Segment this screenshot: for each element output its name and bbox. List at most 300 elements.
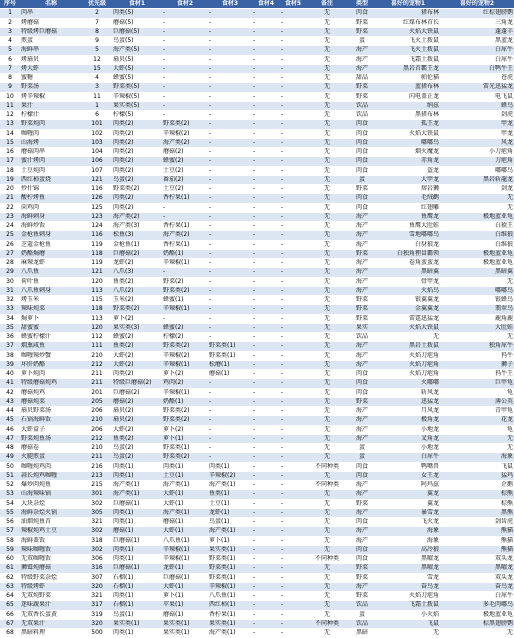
cell-note[interactable]: 无 xyxy=(306,203,348,212)
cell-priority[interactable]: 118 xyxy=(82,249,112,258)
cell-index[interactable]: 57 xyxy=(0,527,20,536)
table-row[interactable] xyxy=(0,582,514,591)
cell-note[interactable]: 无 xyxy=(306,416,348,425)
table-row[interactable] xyxy=(0,83,514,92)
cell-ingredient-4[interactable]: - xyxy=(252,101,280,110)
cell-ingredient-3[interactable]: - xyxy=(208,286,252,295)
cell-ingredient-1[interactable]: 扇贝(5) xyxy=(112,55,162,64)
cell-ingredient-5[interactable]: - xyxy=(280,157,306,166)
cell-favorite-pet-2[interactable]: 龟 xyxy=(440,388,514,397)
cell-ingredient-2[interactable]: - xyxy=(162,111,208,120)
cell-index[interactable]: 20 xyxy=(0,185,20,194)
cell-index[interactable]: 8 xyxy=(0,74,20,83)
cell-ingredient-4[interactable]: - xyxy=(252,416,280,425)
cell-ingredient-4[interactable]: - xyxy=(252,120,280,129)
table-row[interactable] xyxy=(0,481,514,490)
cell-ingredient-2[interactable]: 龙虾(1) xyxy=(162,564,208,573)
cell-name[interactable]: 特级烤巨蘑菇 xyxy=(20,27,82,36)
cell-priority[interactable]: 9 xyxy=(82,37,112,46)
cell-index[interactable]: 28 xyxy=(0,259,20,268)
cell-ingredient-5[interactable]: - xyxy=(280,249,306,258)
cell-ingredient-5[interactable]: - xyxy=(280,194,306,203)
cell-ingredient-1[interactable]: 肉类(1) xyxy=(112,545,162,554)
cell-ingredient-2[interactable]: - xyxy=(162,27,208,36)
cell-type[interactable]: 海产 xyxy=(348,536,376,545)
table-row[interactable] xyxy=(0,416,514,425)
cell-ingredient-5[interactable]: - xyxy=(280,545,306,554)
cell-index[interactable]: 26 xyxy=(0,240,20,249)
cell-favorite-pet-2[interactable]: 青甲龟 xyxy=(440,407,514,416)
cell-ingredient-5[interactable]: - xyxy=(280,407,306,416)
cell-ingredient-3[interactable]: - xyxy=(208,222,252,231)
cell-priority[interactable]: 210 xyxy=(82,351,112,360)
cell-index[interactable]: 2 xyxy=(0,18,20,27)
cell-ingredient-2[interactable]: - xyxy=(162,101,208,110)
cell-priority[interactable]: 210 xyxy=(82,416,112,425)
cell-ingredient-5[interactable]: - xyxy=(280,46,306,55)
cell-index[interactable]: 49 xyxy=(0,453,20,462)
cell-favorite-pet-2[interactable]: 独角犀牛 xyxy=(440,342,514,351)
cell-note[interactable]: 无 xyxy=(306,249,348,258)
cell-ingredient-1[interactable]: 野菜类(2) xyxy=(112,305,162,314)
cell-priority[interactable]: 124 xyxy=(82,222,112,231)
table-row[interactable] xyxy=(0,296,514,305)
cell-ingredient-4[interactable]: - xyxy=(252,388,280,397)
cell-ingredient-1[interactable]: 鸟蛋(2) xyxy=(112,444,162,453)
cell-ingredient-2[interactable]: 蘑菇(1) xyxy=(162,518,208,527)
table-row[interactable] xyxy=(0,194,514,203)
cell-ingredient-1[interactable]: 蘑菇(5) xyxy=(112,18,162,27)
cell-ingredient-4[interactable]: - xyxy=(252,212,280,221)
cell-ingredient-1[interactable]: 石榴(1) xyxy=(112,582,162,591)
cell-favorite-pet-2[interactable]: 犸牛王 xyxy=(440,370,514,379)
cell-index[interactable]: 32 xyxy=(0,296,20,305)
cell-name[interactable]: 无双果汁 xyxy=(20,619,82,628)
cell-ingredient-3[interactable]: - xyxy=(208,277,252,286)
cell-ingredient-4[interactable]: - xyxy=(252,462,280,471)
cell-priority[interactable]: 116 xyxy=(82,185,112,194)
table-row[interactable] xyxy=(0,370,514,379)
cell-ingredient-3[interactable]: - xyxy=(208,111,252,120)
cell-ingredient-2[interactable]: 香柠果(1) xyxy=(162,222,208,231)
cell-index[interactable]: 53 xyxy=(0,490,20,499)
cell-favorite-pet-1[interactable]: 飞火土拨鼠 xyxy=(376,46,440,55)
cell-ingredient-3[interactable]: 香柠果(1) xyxy=(208,610,252,619)
cell-favorite-pet-1[interactable]: 白独角狸冒霸领 xyxy=(376,249,440,258)
cell-name[interactable]: 烟熏咸鱼 xyxy=(20,342,82,351)
header-priority[interactable]: 优先级 xyxy=(82,0,112,9)
cell-note[interactable]: 无 xyxy=(306,490,348,499)
cell-favorite-pet-1[interactable]: 红煤布林首长 xyxy=(376,18,440,27)
cell-note[interactable]: 无 xyxy=(306,277,348,286)
cell-priority[interactable]: 2 xyxy=(82,9,112,18)
cell-name[interactable]: 甜蜜蜜 xyxy=(20,323,82,332)
cell-ingredient-4[interactable]: - xyxy=(252,370,280,379)
cell-ingredient-5[interactable]: - xyxy=(280,619,306,628)
cell-ingredient-5[interactable]: - xyxy=(280,397,306,406)
cell-ingredient-1[interactable]: 肉类(2) xyxy=(112,203,162,212)
cell-favorite-pet-2[interactable]: 黑暗翼 xyxy=(440,268,514,277)
cell-priority[interactable]: 113 xyxy=(82,314,112,323)
cell-ingredient-1[interactable]: 龙虾(2) xyxy=(112,259,162,268)
cell-ingredient-3[interactable]: - xyxy=(208,333,252,342)
cell-index[interactable]: 40 xyxy=(0,370,20,379)
cell-favorite-pet-1[interactable]: 小火焰 xyxy=(376,610,440,619)
cell-ingredient-4[interactable]: - xyxy=(252,527,280,536)
cell-ingredient-4[interactable]: - xyxy=(252,407,280,416)
cell-ingredient-4[interactable]: - xyxy=(252,499,280,508)
table-row[interactable] xyxy=(0,518,514,527)
cell-ingredient-2[interactable]: 大虾(1) xyxy=(162,582,208,591)
cell-ingredient-4[interactable]: - xyxy=(252,471,280,480)
cell-ingredient-2[interactable]: 大虾(1) xyxy=(162,490,208,499)
cell-ingredient-2[interactable]: - xyxy=(162,37,208,46)
cell-ingredient-5[interactable]: - xyxy=(280,148,306,157)
table-row[interactable] xyxy=(0,27,514,36)
cell-ingredient-2[interactable]: - xyxy=(162,64,208,73)
cell-note[interactable]: 无 xyxy=(306,397,348,406)
table-row[interactable] xyxy=(0,592,514,601)
cell-ingredient-3[interactable]: - xyxy=(208,444,252,453)
cell-ingredient-2[interactable]: 辛辣椒(2) xyxy=(162,129,208,138)
cell-favorite-pet-2[interactable]: 白猿王 xyxy=(440,222,514,231)
cell-index[interactable]: 36 xyxy=(0,333,20,342)
table-row[interactable] xyxy=(0,9,514,18)
cell-ingredient-5[interactable]: - xyxy=(280,55,306,64)
cell-ingredient-1[interactable]: 肉类(1) xyxy=(112,518,162,527)
cell-favorite-pet-2[interactable]: 巨甲龟 xyxy=(440,379,514,388)
table-row[interactable] xyxy=(0,434,514,443)
cell-ingredient-3[interactable]: 果实类(1) xyxy=(208,545,252,554)
cell-type[interactable]: 海产 xyxy=(348,55,376,64)
cell-ingredient-1[interactable]: 鸟蛋(1) xyxy=(112,610,162,619)
header-favorite-pet-1[interactable]: 喜好的宠物1 xyxy=(376,0,440,9)
cell-favorite-pet-2[interactable]: 双头龙 xyxy=(440,573,514,582)
cell-ingredient-4[interactable]: - xyxy=(252,425,280,434)
table-row[interactable] xyxy=(0,92,514,101)
cell-ingredient-2[interactable]: 海产类(2) xyxy=(162,138,208,147)
table-row[interactable] xyxy=(0,471,514,480)
cell-favorite-pet-1[interactable]: 火焰鸟 xyxy=(376,286,440,295)
table-row[interactable] xyxy=(0,18,514,27)
cell-ingredient-3[interactable]: - xyxy=(208,185,252,194)
cell-ingredient-3[interactable]: - xyxy=(208,157,252,166)
cell-favorite-pet-1[interactable]: 红翅雕 xyxy=(376,203,440,212)
cell-type[interactable]: 黑暗 xyxy=(348,629,376,638)
cell-note[interactable]: 无 xyxy=(306,407,348,416)
cell-ingredient-3[interactable]: - xyxy=(208,175,252,184)
table-row[interactable] xyxy=(0,175,514,184)
cell-ingredient-3[interactable]: - xyxy=(208,323,252,332)
cell-type[interactable]: 肉食 xyxy=(348,555,376,564)
cell-ingredient-2[interactable]: 香柠果(1) xyxy=(162,240,208,249)
cell-favorite-pet-1[interactable]: 黑曜龙 xyxy=(376,564,440,573)
cell-priority[interactable]: 302 xyxy=(82,499,112,508)
table-row[interactable] xyxy=(0,222,514,231)
cell-name[interactable]: 焗萝卜 xyxy=(20,314,82,323)
cell-name[interactable]: 无双炖野菜 xyxy=(20,592,82,601)
cell-ingredient-5[interactable]: - xyxy=(280,129,306,138)
cell-ingredient-2[interactable]: 萝卜(1) xyxy=(162,434,208,443)
table-row[interactable] xyxy=(0,166,514,175)
cell-name[interactable]: 油烟炖鱼首 xyxy=(20,518,82,527)
cell-ingredient-4[interactable]: - xyxy=(252,286,280,295)
cell-favorite-pet-1[interactable]: 叉角龙 xyxy=(376,434,440,443)
cell-name[interactable]: 大块杂烩 xyxy=(20,499,82,508)
cell-index[interactable]: 61 xyxy=(0,564,20,573)
cell-type[interactable]: 肉食 xyxy=(348,388,376,397)
cell-priority[interactable]: 213 xyxy=(82,471,112,480)
cell-favorite-pet-1[interactable]: 月风龙 xyxy=(376,407,440,416)
cell-ingredient-3[interactable]: - xyxy=(208,120,252,129)
cell-ingredient-4[interactable]: - xyxy=(252,240,280,249)
cell-name[interactable]: 麻辣龙虾 xyxy=(20,259,82,268)
cell-favorite-pet-1[interactable]: 飞火龙 xyxy=(376,518,440,527)
cell-ingredient-3[interactable]: 萝卜(1) xyxy=(208,536,252,545)
cell-favorite-pet-1[interactable]: 白犀牛 xyxy=(376,453,440,462)
cell-ingredient-1[interactable]: 大虾(5) xyxy=(112,64,162,73)
cell-priority[interactable]: 201 xyxy=(82,388,112,397)
cell-ingredient-5[interactable]: - xyxy=(280,416,306,425)
cell-name[interactable]: 咖喱肉 xyxy=(20,129,82,138)
cell-note[interactable]: 无 xyxy=(306,175,348,184)
cell-note[interactable]: 无 xyxy=(306,601,348,610)
cell-favorite-pet-2[interactable]: 龟 xyxy=(440,425,514,434)
cell-ingredient-3[interactable]: - xyxy=(208,425,252,434)
cell-ingredient-2[interactable]: - xyxy=(162,18,208,27)
cell-index[interactable]: 44 xyxy=(0,407,20,416)
cell-type[interactable]: 肉食 xyxy=(348,518,376,527)
cell-favorite-pet-2[interactable]: 无 xyxy=(440,194,514,203)
cell-note[interactable]: 无 xyxy=(306,55,348,64)
cell-ingredient-3[interactable]: - xyxy=(208,203,252,212)
cell-ingredient-2[interactable]: 野菜类(2) xyxy=(162,407,208,416)
cell-ingredient-5[interactable]: - xyxy=(280,342,306,351)
cell-priority[interactable]: 206 xyxy=(82,407,112,416)
cell-ingredient-5[interactable]: - xyxy=(280,333,306,342)
cell-index[interactable]: 4 xyxy=(0,37,20,46)
cell-ingredient-1[interactable]: 扇贝(2) xyxy=(112,407,162,416)
cell-priority[interactable]: 112 xyxy=(82,333,112,342)
cell-favorite-pet-2[interactable]: 甲龙 xyxy=(440,120,514,129)
cell-ingredient-5[interactable]: - xyxy=(280,296,306,305)
cell-ingredient-4[interactable]: - xyxy=(252,64,280,73)
cell-index[interactable]: 65 xyxy=(0,601,20,610)
cell-note[interactable]: 无 xyxy=(306,379,348,388)
cell-type[interactable]: 肉食 xyxy=(348,203,376,212)
cell-ingredient-1[interactable]: 肉类(2) xyxy=(112,166,162,175)
cell-favorite-pet-1[interactable]: 女王龙 xyxy=(376,471,440,480)
cell-ingredient-4[interactable]: - xyxy=(252,185,280,194)
cell-ingredient-3[interactable]: 野菜类(1) xyxy=(208,564,252,573)
cell-ingredient-1[interactable]: 海产类(1) xyxy=(112,481,162,490)
cell-ingredient-4[interactable]: - xyxy=(252,46,280,55)
cell-ingredient-5[interactable]: - xyxy=(280,37,306,46)
cell-ingredient-4[interactable]: - xyxy=(252,249,280,258)
cell-favorite-pet-1[interactable]: 雪龙 xyxy=(376,573,440,582)
cell-type[interactable]: 野菜 xyxy=(348,397,376,406)
cell-ingredient-3[interactable]: - xyxy=(208,83,252,92)
cell-ingredient-1[interactable]: 肉类(1) xyxy=(112,629,162,638)
cell-ingredient-4[interactable]: - xyxy=(252,175,280,184)
cell-favorite-pet-2[interactable]: 熊猫 xyxy=(440,527,514,536)
cell-name[interactable]: 果汁 xyxy=(20,101,82,110)
cell-ingredient-1[interactable]: 八爪(2) xyxy=(112,286,162,295)
cell-ingredient-5[interactable]: - xyxy=(280,305,306,314)
table-row[interactable] xyxy=(0,212,514,221)
cell-ingredient-1[interactable]: 海产类(3) xyxy=(112,222,162,231)
cell-priority[interactable]: 3 xyxy=(82,83,112,92)
header-ingredient-1[interactable]: 食材1 xyxy=(112,0,162,9)
cell-ingredient-4[interactable]: - xyxy=(252,27,280,36)
cell-priority[interactable]: 320 xyxy=(82,582,112,591)
cell-ingredient-4[interactable]: - xyxy=(252,296,280,305)
table-row[interactable] xyxy=(0,46,514,55)
cell-ingredient-3[interactable]: 鱼类(1) xyxy=(208,490,252,499)
table-row[interactable] xyxy=(0,462,514,471)
cell-note[interactable]: 无 xyxy=(306,434,348,443)
cell-name[interactable]: 辣味咖喱饭 xyxy=(20,545,82,554)
table-row[interactable] xyxy=(0,388,514,397)
cell-ingredient-1[interactable]: 巨蘑菇(5) xyxy=(112,27,162,36)
cell-name[interactable]: 烤大虾 xyxy=(20,64,82,73)
cell-index[interactable]: 27 xyxy=(0,249,20,258)
cell-ingredient-2[interactable]: - xyxy=(162,268,208,277)
cell-ingredient-2[interactable]: 萝卜(2) xyxy=(162,370,208,379)
table-row[interactable] xyxy=(0,555,514,564)
cell-ingredient-1[interactable]: 野菜类(2) xyxy=(112,185,162,194)
cell-ingredient-4[interactable]: - xyxy=(252,351,280,360)
cell-name[interactable]: 蜂蜜柠檬汁 xyxy=(20,333,82,342)
cell-favorite-pet-1[interactable]: 飞霜土拨鼠 xyxy=(376,601,440,610)
table-row[interactable] xyxy=(0,601,514,610)
cell-index[interactable]: 5 xyxy=(0,46,20,55)
cell-ingredient-2[interactable]: 香柠果(1) xyxy=(162,194,208,203)
cell-favorite-pet-1[interactable]: 火焰大铁鼠 xyxy=(376,27,440,36)
cell-priority[interactable]: 206 xyxy=(82,425,112,434)
cell-type[interactable]: 肉食 xyxy=(348,379,376,388)
cell-index[interactable]: 30 xyxy=(0,277,20,286)
cell-priority[interactable]: 7 xyxy=(82,18,112,27)
cell-note[interactable]: 无 xyxy=(306,268,348,277)
cell-name[interactable]: 石锅海鲜饭 xyxy=(20,416,82,425)
cell-ingredient-4[interactable]: - xyxy=(252,434,280,443)
table-row[interactable] xyxy=(0,138,514,147)
cell-ingredient-1[interactable]: 肉类(2) xyxy=(112,129,162,138)
cell-type[interactable]: 海产 xyxy=(348,582,376,591)
cell-favorite-pet-2[interactable]: 黑熊 xyxy=(440,508,514,517)
cell-favorite-pet-2[interactable]: 棕熊 xyxy=(440,499,514,508)
header-type[interactable]: 类型 xyxy=(348,0,376,9)
cell-ingredient-1[interactable]: 松鱼(3) xyxy=(112,231,162,240)
cell-ingredient-3[interactable]: - xyxy=(208,296,252,305)
cell-ingredient-4[interactable]: - xyxy=(252,397,280,406)
cell-ingredient-2[interactable]: 蘑菇(1) xyxy=(162,610,208,619)
cell-note[interactable]: 无 xyxy=(306,240,348,249)
cell-ingredient-3[interactable]: 辛辣椒(2) xyxy=(208,471,252,480)
cell-ingredient-2[interactable]: 鸡肉(2) xyxy=(162,379,208,388)
cell-ingredient-4[interactable]: - xyxy=(252,573,280,582)
cell-name[interactable]: 海鲜串 xyxy=(20,46,82,55)
cell-favorite-pet-2[interactable]: 甲龙 xyxy=(440,129,514,138)
cell-index[interactable]: 59 xyxy=(0,545,20,554)
cell-favorite-pet-2[interactable]: 小刀疤角 xyxy=(440,148,514,157)
cell-index[interactable]: 23 xyxy=(0,212,20,221)
cell-index[interactable]: 24 xyxy=(0,222,20,231)
cell-favorite-pet-1[interactable]: 火焰刀疤角 xyxy=(376,351,440,360)
header-ingredient-3[interactable]: 食材3 xyxy=(208,0,252,9)
table-row[interactable] xyxy=(0,305,514,314)
cell-favorite-pet-1[interactable]: 暴雪龙 xyxy=(376,508,440,517)
cell-type[interactable]: 野菜 xyxy=(348,185,376,194)
cell-name[interactable]: 蜜糖 xyxy=(20,74,82,83)
cell-favorite-pet-1[interactable]: 帕伦猫 xyxy=(376,74,440,83)
cell-ingredient-2[interactable]: 果实类(1) xyxy=(162,619,208,628)
cell-favorite-pet-2[interactable]: 白犀牛 xyxy=(440,46,514,55)
cell-ingredient-2[interactable]: 奶酪(1) xyxy=(162,397,208,406)
cell-ingredient-4[interactable]: - xyxy=(252,490,280,499)
cell-note[interactable]: 无 xyxy=(306,157,348,166)
cell-note[interactable]: 无 xyxy=(306,46,348,55)
cell-ingredient-4[interactable]: - xyxy=(252,342,280,351)
cell-index[interactable]: 10 xyxy=(0,92,20,101)
cell-favorite-pet-2[interactable]: 猛玛 xyxy=(440,471,514,480)
cell-ingredient-1[interactable]: 石榴(1) xyxy=(112,601,162,610)
cell-ingredient-5[interactable]: - xyxy=(280,314,306,323)
cell-ingredient-2[interactable]: 萝卜(1) xyxy=(162,592,208,601)
cell-note[interactable]: 无 xyxy=(306,536,348,545)
table-row[interactable] xyxy=(0,342,514,351)
table-row[interactable] xyxy=(0,536,514,545)
cell-favorite-pet-1[interactable]: 银翼翼龙 xyxy=(376,296,440,305)
cell-priority[interactable]: 103 xyxy=(82,138,112,147)
cell-note[interactable]: 无 xyxy=(306,629,348,638)
cell-favorite-pet-2[interactable]: 熊猫 xyxy=(440,545,514,554)
cell-priority[interactable]: 115 xyxy=(82,296,112,305)
table-row[interactable] xyxy=(0,185,514,194)
cell-ingredient-2[interactable]: 蘑菇(2) xyxy=(162,148,208,157)
cell-ingredient-3[interactable]: 海产类(1) xyxy=(208,481,252,490)
cell-ingredient-1[interactable]: 柠檬(5) xyxy=(112,111,162,120)
cell-name[interactable]: 辣椒炖鸡土豆 xyxy=(20,527,82,536)
cell-ingredient-2[interactable]: 野菜类(2) xyxy=(162,416,208,425)
cell-type[interactable]: 野菜 xyxy=(348,296,376,305)
cell-priority[interactable]: 120 xyxy=(82,277,112,286)
cell-ingredient-2[interactable]: - xyxy=(162,212,208,221)
cell-priority[interactable]: 321 xyxy=(82,592,112,601)
cell-ingredient-5[interactable]: - xyxy=(280,27,306,36)
cell-priority[interactable]: 212 xyxy=(82,434,112,443)
cell-favorite-pet-1[interactable]: 鱼鹰大肚蛙 xyxy=(376,222,440,231)
cell-index[interactable]: 56 xyxy=(0,518,20,527)
cell-ingredient-5[interactable]: - xyxy=(280,259,306,268)
cell-priority[interactable]: 118 xyxy=(82,305,112,314)
cell-ingredient-3[interactable]: - xyxy=(208,9,252,18)
cell-priority[interactable]: 306 xyxy=(82,555,112,564)
cell-priority[interactable]: 12 xyxy=(82,55,112,64)
cell-note[interactable]: 无 xyxy=(306,314,348,323)
cell-type[interactable]: 肉食 xyxy=(348,471,376,480)
cell-ingredient-4[interactable]: - xyxy=(252,9,280,18)
cell-name[interactable]: 坏肝奶酪 xyxy=(20,360,82,369)
cell-name[interactable]: 蘑菇炖鸡 xyxy=(20,388,82,397)
cell-index[interactable]: 35 xyxy=(0,323,20,332)
cell-note[interactable]: 不同种类 xyxy=(306,619,348,628)
cell-ingredient-2[interactable]: - xyxy=(162,92,208,101)
cell-ingredient-1[interactable]: 八爪(3) xyxy=(112,268,162,277)
cell-type[interactable]: 肉食 xyxy=(348,166,376,175)
cell-ingredient-2[interactable]: 巨蘑菇(1) xyxy=(162,573,208,582)
